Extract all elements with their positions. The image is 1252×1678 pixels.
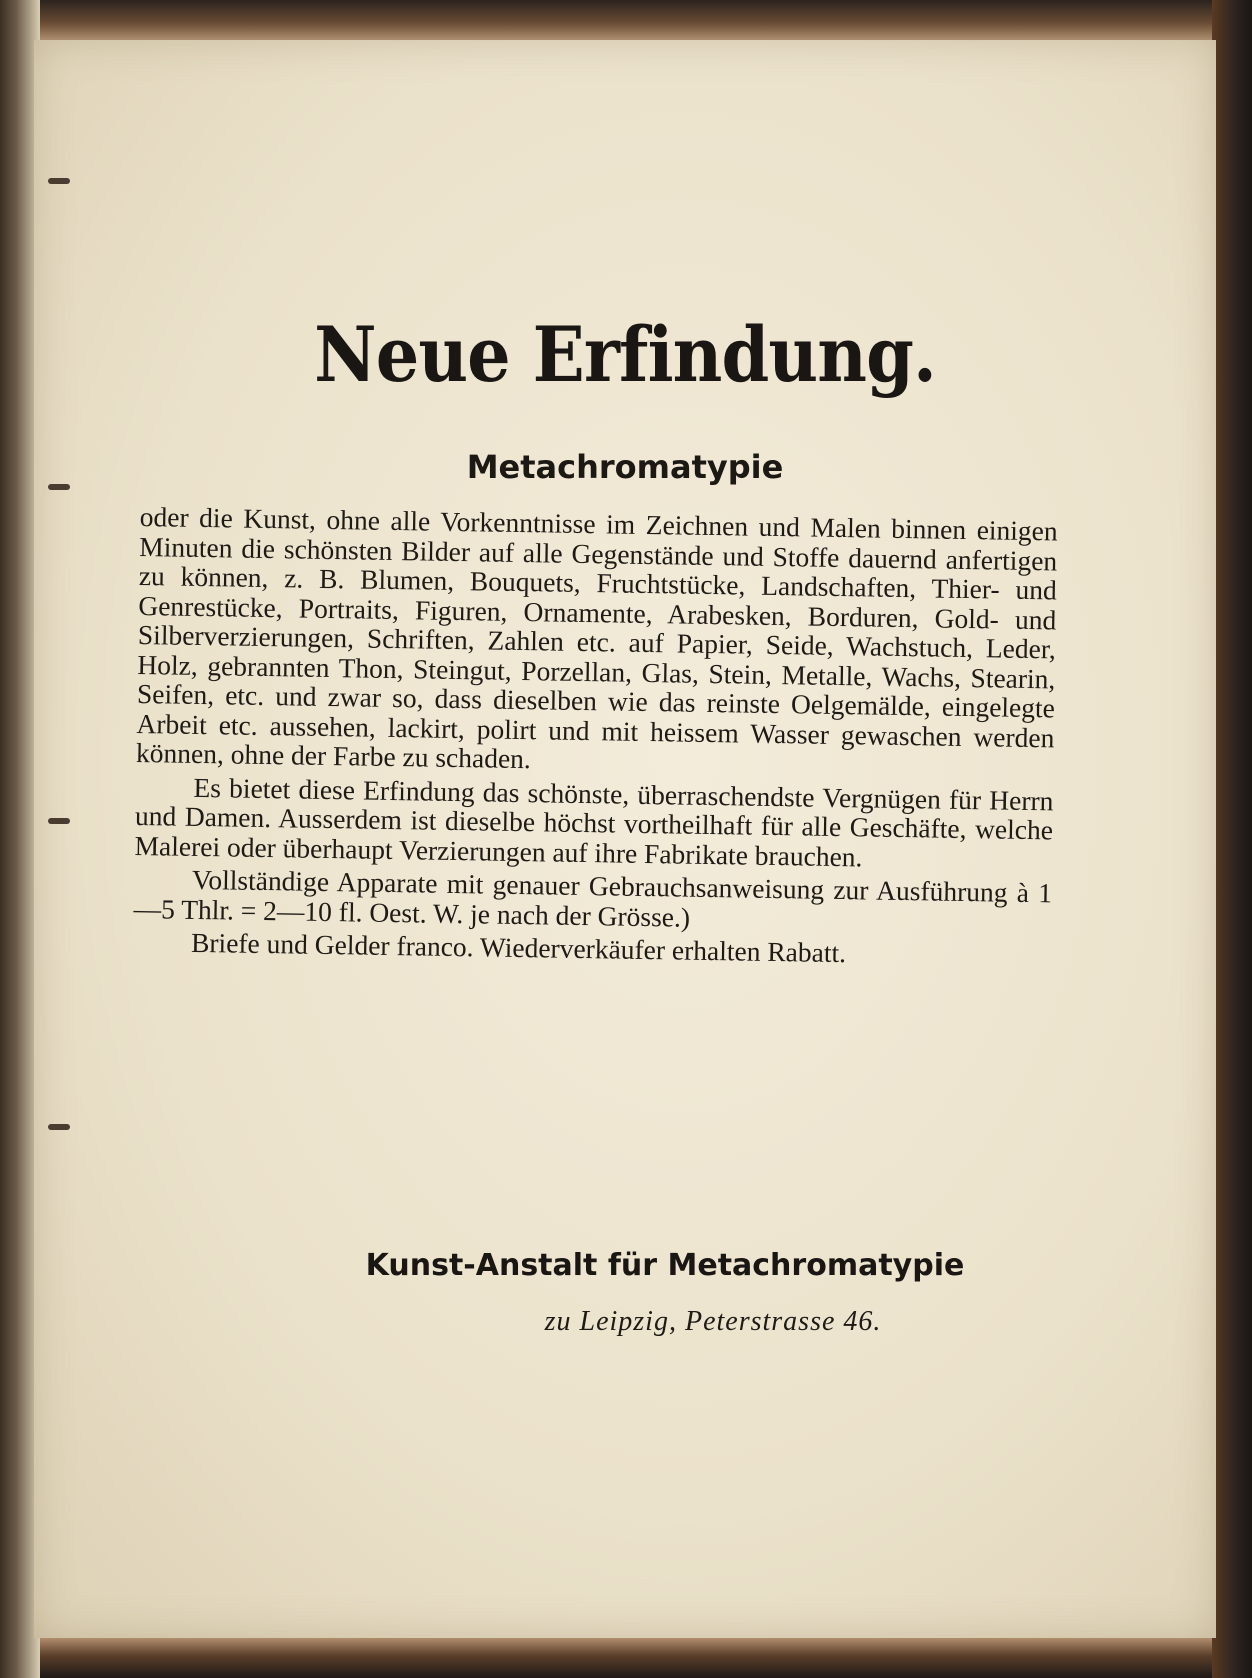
paragraph-terms: Briefe und Gelder franco. Wiederverkäufer erhalten Rabatt. [190,926,847,969]
page [34,40,1216,1638]
page-title: Neue Erfindung. [314,310,936,399]
page-subtitle: Metachromatypie [466,448,784,486]
publisher-address: zu Leipzig, Peterstrasse 46. [544,1306,882,1337]
binding-stitch [48,178,70,184]
book-cover-right [1212,0,1252,1678]
binding-stitch [48,1124,70,1130]
publisher-name: Kunst-Anstalt für Metachromatypie [365,1248,965,1283]
book-cover-top [0,0,1252,42]
binding-stitch [48,818,70,824]
paragraph-description: oder die Kunst, ohne alle Vorkenntnisse im Zeichnen und Malen binnen einigen Minuten die schönsten Bilder auf alle Gegenstände und Stoffe dauernd anfertigen zu können, z. B. Blumen, Bouquets, Fruchtstücke, Landschaften, Thier- und Genrestücke, Portraits, Figuren, Ornamente, Arabesken, Borduren, Gold- und Silberverzierungen, Schriften, Zahlen etc. auf Papier, Seide, Wachstuch, Leder, Holz, gebrannten Thon, Steingut, Porzellan, Glas, Stein, Metalle, Wachs, Stearin, Seifen, etc. und zwar so, dass dieselben wie das reinste Oelgemälde, eingelegte Arbeit etc. aussehen, lackirt, polirt und mit heissem Wasser gewaschen werden können, ohne der Farbe zu schaden. [135,501,1058,775]
paragraph-pricing: Vollständige Apparate mit genauer Gebrauchsanweisung zur Ausführung à 1—5 Thlr. = 2—10 fl. Oest. W. je nach der Grösse.) [133,863,1053,933]
book-cover-bottom [0,1638,1252,1678]
advertisement-body [133,502,1058,975]
paragraph-benefits: Es bietet diese Erfindung das schönste, überraschendste Vergnügen für Herrn und Damen. Ausserdem ist dieselbe höchst vortheilhaft für alle Geschäfte, welche Malerei oder überhaupt Verzierungen auf ihre Fabrikate brauchen. [134,771,1054,872]
